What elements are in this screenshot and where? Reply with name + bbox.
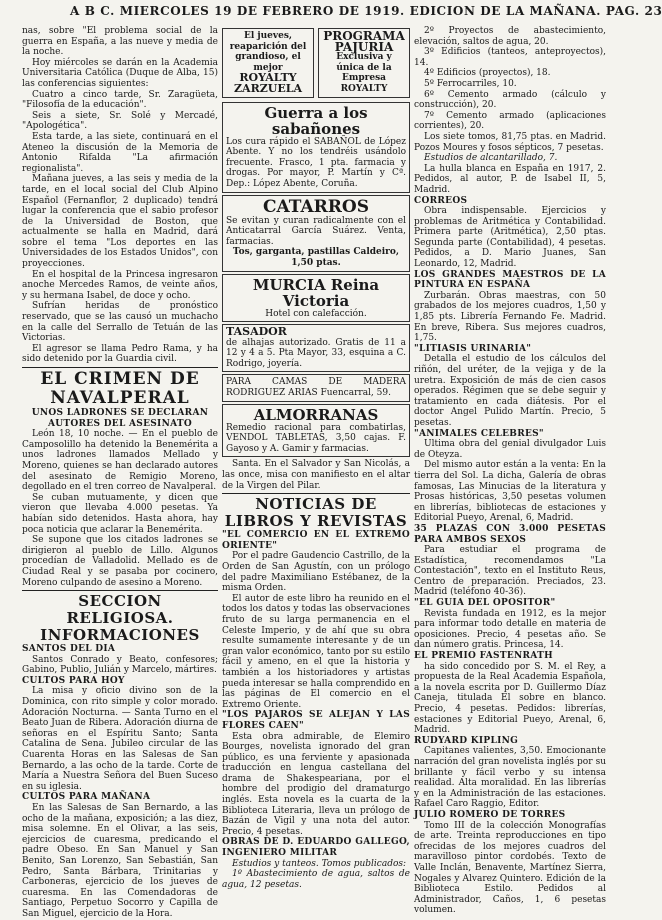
paragraph: Zurbarán. Obras maestras, con 50 grabados de los mejores cuadros, 1,50 y 1,85 pts. Librería Fernando Fe. Madrid. En breve, Ribera. Sus mejores cuadros, 1,75. <box>414 290 606 344</box>
section-heading: RUDYARD KIPLING <box>414 735 519 746</box>
ad-title: ALMORRANAS <box>253 405 379 424</box>
column-1 <box>22 26 218 919</box>
crimen-headline: EL CRIMEN DE NAVALPERAL <box>40 369 200 408</box>
murcia-ad <box>222 274 410 323</box>
section-heading: JULIO ROMERO DE TORRES <box>414 809 566 820</box>
section-heading: "ANIMALES CELEBRES" <box>414 428 544 439</box>
royalty-ad <box>222 28 314 98</box>
ad-title: CATARROS <box>262 196 370 217</box>
section-heading: EL PREMIO FASTENRATH <box>414 651 553 662</box>
paragraph: Santa. En el Salvador y San Nicolás, a las once, misa con manifiesto en el altar de la Virgen del Pilar. <box>222 459 410 491</box>
page-header: A B C. MIERCOLES 19 DE FEBRERO DE 1919. EDICION DE LA MAÑANA. PAG. 23 <box>70 4 662 18</box>
paragraph: Mañana jueves, a las seis y media de la tarde, en el local social del Club Alpino Español (Fernanflor, 2 duplicado) tendrá lugar la conferencia que el sabio profesor de la Universidad de Boston, que actualmente se halla en Madrid, dará sobre el tema "Los deportes en las Universidades de los Estados Unidos", con proyecciones. <box>22 174 218 270</box>
religiosa-headline: SECCION RELIGIOSA. INFORMACIONES <box>40 592 200 645</box>
catarros-ad <box>222 195 410 272</box>
paragraph: León 18, 10 noche. — En el pueblo de Camposolillo ha detenido la Benemérita a unos ladrones llamados Mellado y Moreno, quienes se han declarado autores del asesinato de Remigio Moreno, degollado en el tren correo de Navalperal. <box>22 429 218 493</box>
ad-title: ROYALTY ZARZUELA <box>234 71 302 95</box>
ad-body: de alhajas autorizado. Gratis de 11 a 12 y 4 a 5. Pta Mayor, 33, esquina a C. Rodrigo, joyería. <box>226 337 406 369</box>
section-heading: LOS GRANDES MAESTROS DE LA PINTURA EN ESPAÑA <box>414 269 606 291</box>
paragraph: Santos Conrado y Beato, confesores; Gabino, Publio, Julián y Marcelo, mártires. <box>22 654 218 676</box>
paragraph: 1º Abastecimiento de agua, saltos de agua, 12 pesetas. <box>222 869 410 890</box>
ad-row <box>222 26 410 100</box>
divider <box>22 590 218 591</box>
paragraph: La hulla blanca en España en 1917, 2. Pedidos, al autor, P. de Isabel II, 5, Madrid. <box>414 163 606 195</box>
paragraph: Esta obra admirable, de Elemiro Bourges, novelista ignorado del gran público, es una ferviente y apasionada traducción en lengua castellana del drama de Shakespeariana, por el hombre del prodigio del dramaturgo inglés. Esta novela es la cuarta de la Biblioteca Literaria, lleva un prólogo de Bazán de Vigil y una nota del autor. Precio, 4 pesetas. <box>222 731 410 837</box>
paragraph: Tomo III de la colección Monografías de arte. Treinta reproducciones en tipo ofrecidas de los mejores cuadros del maravilloso pintor cordobés. Texto de Valle Inclán, Benavente, Martínez Sierra, Nogales y Alvarez Quintero. Edición de la Biblioteca Estilo. Pedidos al Administrador, Caños, 1, 6 pesetas volumen. <box>414 820 606 916</box>
paragraph: Seis a siete, Sr. Solé y Mercadé, "Apologética". <box>22 110 218 132</box>
paragraph: 4º Edificios (proyectos), 18. <box>424 68 551 79</box>
paragraph: Esta tarde, a las siete, continuará en el Ateneo la discusión de la Memoria de Antonio Rifalda "La afirmación regionalista". <box>22 131 218 174</box>
section-heading: CULTOS PARA HOY <box>22 675 125 686</box>
ad-title: MURCIA Reina Victoria <box>252 275 380 310</box>
ad-subtitle: Hotel con calefacción. <box>265 308 367 319</box>
section-heading: OBRAS DE D. EDUARDO GALLEGO, INGENIERO MILITAR <box>222 837 410 859</box>
crimen-subhead: UNOS LADRONES SE DECLARAN AUTORES DEL ASESINATO <box>31 408 209 429</box>
paragraph: Se cuban mutuamente, y dicen que vieron que llevaba 4.000 pesetas. Ya habían sido detenidos. Hasta ahora, hay poca noticia que aclarar la Benemérita. <box>22 492 218 535</box>
paragraph: Estudios y tanteos. Tomos publicados: <box>232 858 407 869</box>
ad-subtitle: Exclusiva y única de la Empresa ROYALTY <box>336 52 392 94</box>
camas-ad: PARA CAMAS DE MADERA RODRIGUEZ ARIAS Fuencarral, 59. <box>222 374 410 401</box>
paragraph: Ultima obra del genial divulgador Luis de Oteyza. <box>414 439 606 460</box>
paragraph: La misa y oficio divino son de la Dominica, con rito simple y color morado. Adoración Nocturna. — Santa Turno en el Beato Juan de Ribera. Adoración diurna de señoras en el Espíritu Santo; Santa Catalina de Sena. Jubileo circular de las Cuarenta Horas en las Salesas de San Bernardo, a las ocho de la tarde. Corte de María a Nuestra Señora del Buen Suceso en su iglesia. <box>22 686 218 792</box>
paragraph: 2º Proyectos de abastecimiento, elevación, saltos de agua, 20. <box>414 26 606 47</box>
ad-footer: Tos, garganta, pastillas Caldeiro, 1,50 ptas. <box>232 247 400 268</box>
paragraph: Revista fundada en 1912, es la mejor para informar todo detalle en materia de oposiciones. Precio, 4 pesetas año. Se dan número gratis. Princesa, 14. <box>414 608 606 651</box>
paragraph: Cuatro a cinco tarde, Sr. Zaragüeta, "Filosofía de la educación". <box>22 89 218 111</box>
section-heading: "EL GUIA DEL OPOSITOR" <box>414 598 556 609</box>
sabanones-ad <box>222 102 410 193</box>
paragraph: Hoy miércoles se darán en la Academia Universitaria Católica (Duque de Alba, 15) las conferencias siguientes: <box>22 57 218 89</box>
ad-body: Los cura rápido el SABAÑOL de López Abente. Y no los tendréis usándolo frecuente. Frasco, 1 pta. farmacia y drogas. Por mayor, P. Martín y Cª. Dep.: López Abente, Coruña. <box>226 136 406 189</box>
paragraph: Se supone que los citados ladrones se dirigieron al pueblo de Lillo. Algunos procedían de Valladolid. Mellado es de Ciudad Real y se pasaba por cocinero, Moreno culpando de asesino a Moreno. <box>22 535 218 588</box>
paragraph: El autor de este libro ha reunido en el todos los datos y todas las observaciones fruto de su larga permanencia en el Celeste Imperio, y de ahí que su obra resulte sumamente interesante y de un gran valor económico, tanto por su estilo fácil y ameno, en el que la historia y también a los historiadores y artistas pueda interesar se halla comprendido en las páginas de El comercio en el Extremo Oriente. <box>222 593 410 710</box>
noticias-headline: NOTICIAS DE LIBROS Y REVISTAS <box>224 495 408 531</box>
tasador-ad <box>222 324 410 372</box>
paragraph: Sufrían heridas de pronóstico reservado, que se las causó un muchacho en la calle del Serrallo de Tetuán de las Victorias. <box>22 301 218 344</box>
programa-ad <box>318 28 410 98</box>
paragraph: 5º Ferrocarriles, 10. <box>424 78 517 89</box>
column-3 <box>414 26 606 916</box>
section-heading: "LOS PAJAROS SE ALEJAN Y LAS FLORES CAEN" <box>222 710 410 731</box>
paragraph: 6º Cemento armado (cálculo y construcción), 20. <box>414 89 606 111</box>
paragraph: Obra indispensable. Ejercicios y problemas de Aritmética y Contabilidad. Primera parte (Aritmética), 2,50 ptas. Segunda parte (Contabilidad), 4 pesetas. Pedidos, a D. Mario Juanes, San Leonardo, 12, Madrid. <box>414 206 606 270</box>
ad-title: PROGRAMA PAJURIA <box>323 29 405 54</box>
paragraph: Los siete tomos, 81,75 ptas. en Madrid. Pozos Moures y fosos sépticos, 7 pesetas. <box>414 131 606 153</box>
section-heading: CULTOS PARA MAÑANA <box>22 792 151 803</box>
paragraph: Capitanes valientes, 3,50. Emocionante narración del gran novelista inglés por su brillante y fácil verbo y su intensa realidad. Alta moralidad. En las librerías y en la Administración de las estaciones. Rafael Caro Raggio, Editor. <box>414 746 606 810</box>
divider <box>22 367 218 368</box>
paragraph: 3º Edificios (tanteos, anteproyectos), 14. <box>414 47 606 68</box>
paragraph: El agresor se llama Pedro Rama, y ha sido detenido por la Guardia civil. <box>22 343 218 365</box>
ad-heading: El jueves, reaparición del grandioso, el mejor <box>229 31 307 73</box>
paragraph: Para estudiar el programa de Estadística, recomendamos "La Contestación", texto en el Instituto Reus, Centro de preparación. Preciados, 23. Madrid (teléfono 40-36). <box>414 545 606 598</box>
paragraph: ha sido concedido por S. M. el Rey, a propuesta de la Real Academia Española, a la novela escrita por D. Guillermo Díaz Caneja, titulada El sobre en blanco. Precio, 4 pesetas. Pedidos: librerías, estaciones y Editorial Pueyo, Arenal, 6, Madrid. <box>414 661 606 736</box>
paragraph: nas, sobre "El problema social de la guerra en España, a las nueve y media de la noche. <box>22 26 218 58</box>
almorranas-ad <box>222 404 410 458</box>
paragraph: En las Salesas de San Bernardo, a las ocho de la mañana, exposición; a las diez, misa solemne. En el Olivar, a las seis, ejercicios de cuaresma, predicando el padre Obeso. En San Manuel y San Benito, San Lorenzo, San Sebastián, San Pedro, Santa Bárbara, Trinitarias y Carboneras, ejercicio de los jueves de cuaresma. En las Comendadoras de Santiago, Perpetuo Socorro y Capilla de San Miguel, ejercicio de la Hora. <box>22 803 218 919</box>
ad-body: Se evitan y curan radicalmente con el Anticatarral García Suárez. Venta, farmacias. <box>226 215 406 247</box>
section-heading: CORREOS <box>414 195 468 206</box>
section-heading: "LITIASIS URINARIA" <box>414 343 532 354</box>
paragraph: Estudios de alcantarillado, 7. <box>424 153 558 164</box>
column-2 <box>222 26 410 890</box>
ad-title: Guerra a los sabañones <box>264 103 368 138</box>
paragraph: 7º Cemento armado (aplicaciones corrientes), 20. <box>414 110 606 132</box>
paragraph: Por el padre Gaudencio Castrillo, de la Orden de San Agustín, con un prólogo del padre Maximiliano Estébanez, de la misma Orden. <box>222 551 410 594</box>
paragraph: Detalla el estudio de los cálculos del riñón, del uréter, de la vejiga y de la uretra. Exposición de más de cien casos operados. Régimen que se debe seguir y tratamiento en cada diátesis. Por el doctor Angel Pulido Martín. Precio, 5 pesetas. <box>414 354 606 428</box>
paragraph: En el hospital de la Princesa ingresaron anoche Mercedes Ramos, de veinte años, y su hermana Isabel, de doce y ocho. <box>22 269 218 301</box>
ad-body: Remedio racional para combatirlas, VENDOL TABLETAS, 3,50 cajas. F. Gayoso y A. Gamir y farmacias. <box>226 422 406 454</box>
ad-title: TASADOR <box>226 325 287 339</box>
section-heading: "EL COMERCIO EN EL EXTREMO ORIENTE" <box>222 530 410 551</box>
section-heading: 35 PLAZAS CON 3.000 PESETAS PARA AMBOS SEXOS <box>414 523 606 545</box>
divider <box>222 493 410 494</box>
section-heading: SANTOS DEL DIA <box>22 644 116 655</box>
paragraph: Del mismo autor están a la venta: En la tierra del Sol. La dicha, Galería de obras famosas, Las Minucias de la literatura y Prosas históricas, 3,50 pesetas volumen en librerías, bibliotecas de estaciones y Editorial Pueyo, Arenal, 6, Madrid. <box>414 460 606 524</box>
